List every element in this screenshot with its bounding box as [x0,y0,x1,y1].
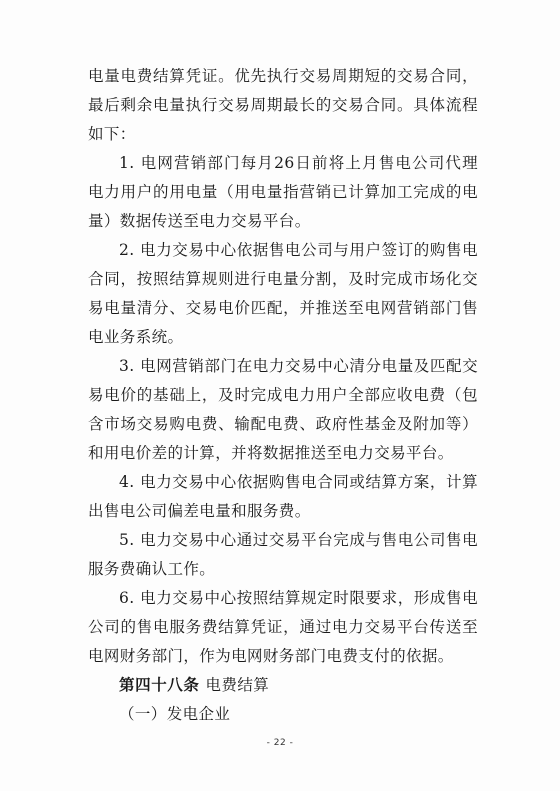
paragraph-item-4: 4. 电力交易中心依据购售电合同或结算方案，计算出售电公司偏差电量和服务费。 [88,473,478,520]
body-text [88,62,478,729]
paragraph-item-6: 6. 电力交易中心按照结算规定时限要求，形成售电公司的售电服务费结算凭证，通过电力交易平台传送至电网财务部门，作为电网财务部门电费支付的依据。 [88,589,478,665]
article-heading [88,671,478,700]
paragraph-item-1: 1. 电网营销部门每月26日前将上月售电公司代理电力用户的用电量（用电量指营销已计算加工完成的电量）数据传送至电力交易平台。 [88,154,478,230]
paragraph-continuation: 电量电费结算凭证。优先执行交易周期短的交易合同，最后剩余电量执行交易周期最长的交易合同。具体流程如下： [88,67,478,143]
paragraph-item-2: 2. 电力交易中心依据售电公司与用户签订的购售电合同，按照结算规则进行电量分割，及时完成市场化交易电量清分、交易电价匹配，并推送至电网营销部门售电业务系统。 [88,241,478,346]
article-title: 电费结算 [205,676,270,694]
article-number: 第四十八条 [119,676,200,694]
paragraph-item-5: 5. 电力交易中心通过交易平台完成与售电公司售电服务费确认工作。 [88,531,478,578]
paragraph-item-3: 3. 电网营销部门在电力交易中心清分电量及匹配交易电价的基础上，及时完成电力用户全部应收电费（包含市场交易购电费、输配电费、政府性基金及附加等）和用电价差的计算，并将数据推送至电力交易平台。 [88,357,478,462]
subsection-heading: （一）发电企业 [119,705,231,723]
page-number: - 22 - [266,738,294,748]
